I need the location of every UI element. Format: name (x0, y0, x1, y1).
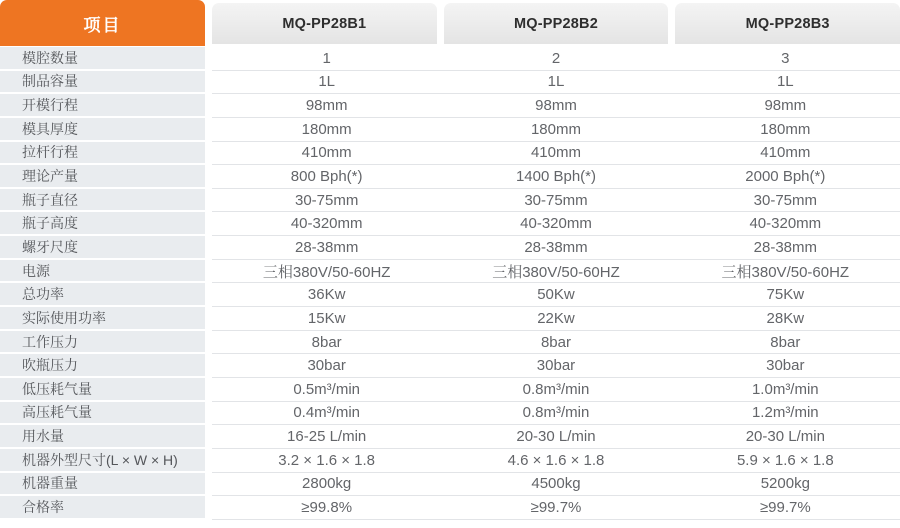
row-values (212, 236, 900, 260)
row-value: 1L (776, 73, 794, 91)
row-value: 28-38mm (524, 238, 588, 256)
row-values (212, 47, 900, 71)
row-values (212, 189, 900, 213)
row-value: 1400 Bph(*) (515, 168, 597, 186)
row-value: 40-320mm (290, 215, 363, 233)
row-value: 30bar (766, 357, 805, 375)
row-value: 180mm (301, 120, 352, 138)
row-label: 高压耗气量 (0, 402, 205, 426)
table-row (0, 378, 900, 402)
row-label: 用水量 (0, 425, 205, 449)
row-label: 螺牙尺度 (0, 236, 205, 260)
row-value: 8bar (540, 333, 571, 351)
row-values (212, 94, 900, 118)
row-value: 0.8m³/min (522, 380, 590, 398)
row-value: ≥99.8% (301, 498, 353, 516)
table-row (0, 496, 900, 520)
row-label: 总功率 (0, 283, 205, 307)
header-cell-model-1: MQ-PP28B1 (212, 3, 437, 44)
row-value: 28-38mm (753, 238, 817, 256)
row-value: ≥99.7% (530, 498, 582, 516)
row-value: 410mm (301, 144, 352, 162)
row-label: 模腔数量 (0, 47, 205, 71)
row-value: 98mm (764, 97, 807, 115)
row-values (212, 496, 900, 520)
row-value: 30-75mm (524, 191, 588, 209)
row-value: 3 (781, 49, 790, 67)
header-cell-model-3: MQ-PP28B3 (675, 3, 900, 44)
row-values (212, 165, 900, 189)
row-label: 低压耗气量 (0, 378, 205, 402)
row-label: 机器重量 (0, 473, 205, 497)
row-value: 1.0m³/min (751, 380, 819, 398)
row-label: 工作压力 (0, 331, 205, 355)
row-value: 40-320mm (749, 215, 822, 233)
row-values (212, 331, 900, 355)
row-value: 0.5m³/min (293, 380, 360, 398)
table-row (0, 236, 900, 260)
row-label: 实际使用功率 (0, 307, 205, 331)
row-label: 制品容量 (0, 71, 205, 95)
row-value: 20-30 L/min (745, 428, 825, 446)
row-value: 0.8m³/min (522, 404, 590, 422)
row-value: 3.2 × 1.6 × 1.8 (278, 451, 376, 469)
table-row (0, 260, 900, 284)
table-row (0, 118, 900, 142)
row-value: 40-320mm (520, 215, 592, 233)
table-row (0, 449, 900, 473)
row-value: 2 (551, 49, 561, 67)
row-label: 电源 (0, 260, 205, 284)
row-values (212, 142, 900, 166)
row-value: 1.2m³/min (751, 404, 819, 422)
row-value: 2800kg (302, 475, 352, 493)
row-values (212, 212, 900, 236)
row-value: 22Kw (537, 309, 575, 327)
table-row (0, 307, 900, 331)
row-value: 30bar (307, 357, 346, 375)
row-value: 4500kg (531, 475, 581, 493)
row-value: 1 (322, 49, 331, 67)
row-value: 1L (547, 73, 565, 91)
header-cell-item: 项目 (0, 0, 205, 46)
row-values (212, 425, 900, 449)
table-row (0, 331, 900, 355)
table-row (0, 425, 900, 449)
spec-table-header (0, 0, 900, 46)
table-row (0, 283, 900, 307)
row-value: 1L (318, 73, 335, 91)
row-value: 180mm (530, 120, 581, 138)
row-value: 50Kw (537, 286, 575, 304)
row-value: 三相380V/50-60HZ (721, 263, 850, 281)
table-row (0, 165, 900, 189)
row-value: 410mm (530, 144, 581, 162)
table-row (0, 402, 900, 426)
table-row (0, 94, 900, 118)
row-values (212, 118, 900, 142)
spec-table-body (0, 47, 900, 520)
row-value: 410mm (760, 144, 811, 162)
row-value: 30-75mm (753, 191, 817, 209)
table-row (0, 47, 900, 71)
table-row (0, 473, 900, 497)
row-label: 机器外型尺寸(L × W × H) (0, 449, 205, 473)
row-value: 28Kw (766, 309, 805, 327)
row-value: 三相380V/50-60HZ (492, 263, 620, 281)
row-value: 800 Bph(*) (290, 168, 363, 186)
row-value: 5.9 × 1.6 × 1.8 (736, 451, 834, 469)
row-value: 2000 Bph(*) (745, 168, 826, 186)
row-value: 0.4m³/min (293, 404, 360, 422)
table-row (0, 189, 900, 213)
row-label: 模具厚度 (0, 118, 205, 142)
table-row (0, 142, 900, 166)
row-label: 吹瓶压力 (0, 354, 205, 378)
row-value: 30-75mm (294, 191, 359, 209)
row-label: 理论产量 (0, 165, 205, 189)
row-values (212, 378, 900, 402)
row-value: 5200kg (760, 475, 810, 493)
row-label: 瓶子直径 (0, 189, 205, 213)
row-value: 30bar (536, 357, 576, 375)
table-row (0, 71, 900, 95)
row-label: 拉杆行程 (0, 142, 205, 166)
row-values (212, 402, 900, 426)
row-value: 16-25 L/min (287, 428, 367, 446)
row-value: 三相380V/50-60HZ (262, 263, 391, 281)
header-cell-model-2: MQ-PP28B2 (444, 3, 669, 44)
table-row (0, 354, 900, 378)
row-value: 15Kw (307, 309, 346, 327)
row-value: 180mm (760, 120, 811, 138)
row-value: 98mm (535, 97, 577, 115)
row-label: 合格率 (0, 496, 205, 520)
row-values (212, 449, 900, 473)
row-value: 36Kw (307, 286, 346, 304)
row-value: 75Kw (766, 286, 805, 304)
row-value: 8bar (770, 333, 801, 351)
row-value: 98mm (305, 97, 348, 115)
row-value: 4.6 × 1.6 × 1.8 (507, 451, 605, 469)
row-value: 8bar (311, 333, 342, 351)
row-label: 瓶子高度 (0, 212, 205, 236)
row-values (212, 473, 900, 497)
row-values (212, 354, 900, 378)
row-value: 28-38mm (294, 238, 359, 256)
row-values (212, 283, 900, 307)
row-values (212, 307, 900, 331)
row-label: 开模行程 (0, 94, 205, 118)
row-values (212, 71, 900, 95)
row-values (212, 260, 900, 284)
row-value: ≥99.7% (759, 498, 811, 516)
row-value: 20-30 L/min (516, 428, 596, 446)
table-row (0, 212, 900, 236)
